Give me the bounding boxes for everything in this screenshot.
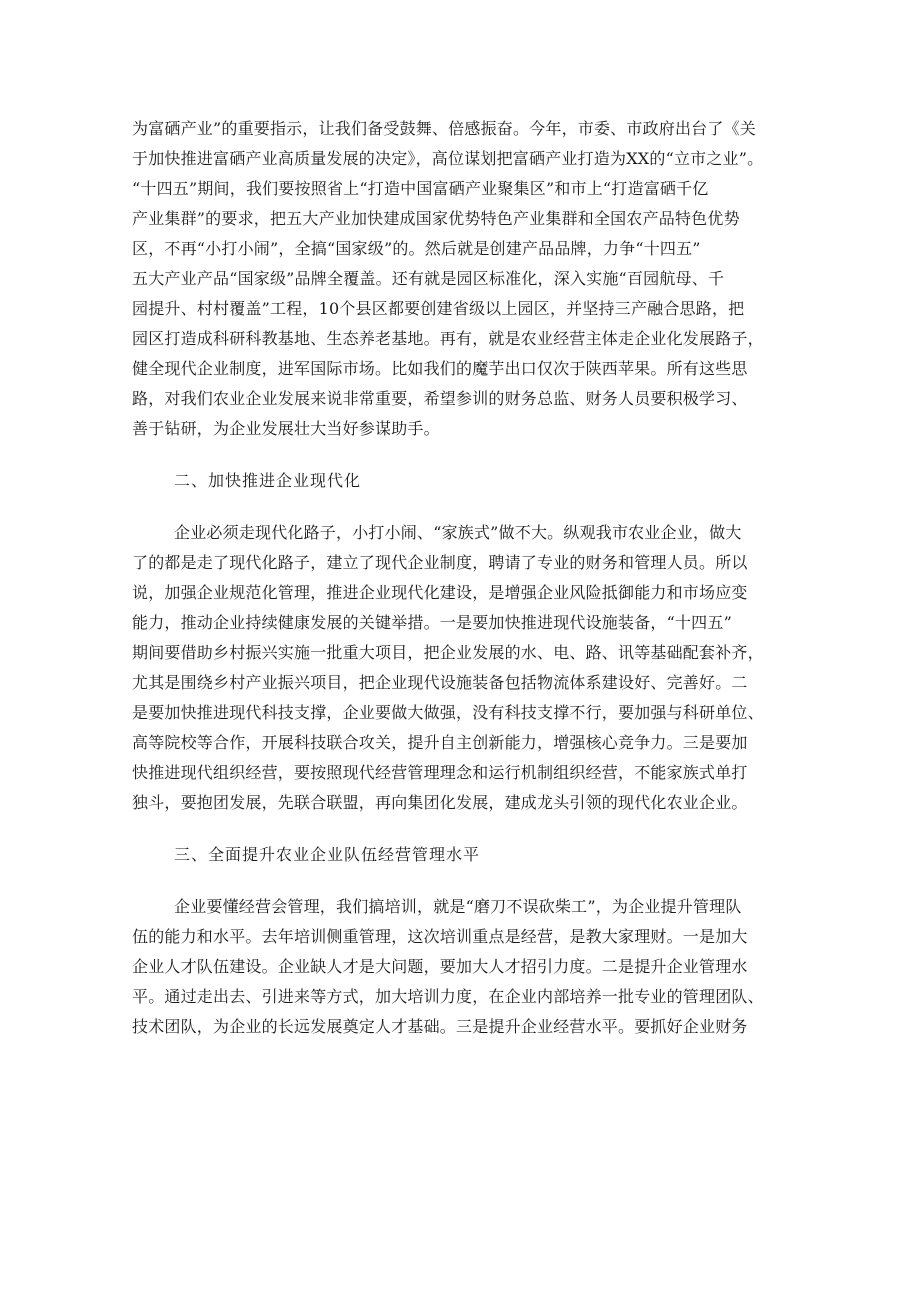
text-line: 于加快推进富硒产业高质量发展的决定》，高位谋划把富硒产业打造为XX的“立市之业”。: [132, 149, 764, 168]
text-line: 尤其是围绕乡村产业振兴项目，把企业现代设施装备包括物流体系建设好、完善好。二: [132, 673, 748, 692]
spacer: [132, 818, 804, 840]
text-line: 园提升、村村覆盖”工程，10个县区都要创建省级以上园区，并坚持三产融合思路，把: [132, 299, 745, 318]
text-line: 期间要借助乡村振兴实施一批重大项目，把企业发展的水、电、路、讯等基础配套补齐，: [132, 643, 764, 662]
text-line: 区，不再“小打小闹”，全搞“国家级”的。然后就是创建产品品牌，力争“十四五”: [132, 239, 701, 258]
text-line: 是要加快推进现代科技支撑，企业要做大做强，没有科技支撑不行，要加强与科研单位、: [132, 703, 764, 722]
spacer: [132, 496, 804, 518]
text-line: 了的都是走了现代化路子，建立了现代企业制度，聘请了专业的财务和管理人员。所以: [132, 553, 748, 572]
text-line: 善于钻研，为企业发展壮大当好参谋助手。: [132, 419, 440, 438]
text-line: 企业必须走现代化路子，小打小闹、“家族式”做不大。纵观我市农业企业，做大: [174, 523, 742, 542]
text-line: 企业要懂经营会管理，我们搞培训，就是“磨刀不误砍柴工”，为企业提升管理队: [174, 897, 742, 916]
spacer: [132, 444, 804, 466]
section-heading-3: 三、全面提升农业企业队伍经营管理水平: [174, 845, 481, 864]
paragraph-2: [132, 518, 804, 818]
paragraph-1: [132, 114, 804, 444]
text-line: 独斗，要抱团发展，先联合联盟，再向集团化发展，建成龙头引领的现代化农业企业。: [132, 793, 748, 812]
text-line: 平。通过走出去、引进来等方式，加大培训力度，在企业内部培养一批专业的管理团队、: [132, 987, 764, 1006]
text-line: 技术团队，为企业的长远发展奠定人才基础。三是提升企业经营水平。要抓好企业财务: [132, 1017, 748, 1036]
text-line: 产业集群”的要求，把五大产业加快建成国家优势特色产业集群和全国农产品特色优势: [132, 209, 740, 228]
text-line: 健全现代企业制度，进军国际市场。比如我们的魔芋出口仅次于陕西苹果。所有这些思: [132, 359, 748, 378]
text-line: 伍的能力和水平。去年培训侧重管理，这次培训重点是经营，是教大家理财。一是加大: [132, 927, 748, 946]
document-body: [132, 114, 804, 1042]
paragraph-3: [132, 892, 804, 1042]
text-line: 说，加强企业规范化管理，推进企业现代化建设，是增强企业风险抵御能力和市场应变: [132, 583, 748, 602]
text-line: 园区打造成科研科教基地、生态养老基地。再有，就是农业经营主体走企业化发展路子，: [132, 329, 764, 348]
text-line: 高等院校等合作，开展科技联合攻关，提升自主创新能力，增强核心竞争力。三是要加: [132, 733, 748, 752]
spacer: [132, 870, 804, 892]
text-line: “十四五”期间，我们要按照省上“打造中国富硒产业聚集区”和市上“打造富硒千亿: [132, 179, 709, 198]
text-line: 路，对我们农业企业发展来说非常重要，希望参训的财务总监、财务人员要积极学习、: [132, 389, 748, 408]
text-line: 能力，推动企业持续健康发展的关键举措。一是要加快推进现代设施装备，“十四五”: [132, 613, 732, 632]
section-heading-2: 二、加快推进企业现代化: [174, 471, 362, 490]
text-line: 企业人才队伍建设。企业缺人才是大问题，要加大人才招引力度。二是提升企业管理水: [132, 957, 748, 976]
text-line: 为富硒产业”的重要指示，让我们备受鼓舞、倍感振奋。今年，市委、市政府出台了《关: [132, 119, 756, 138]
text-line: 快推进现代组织经营，要按照现代经营管理理念和运行机制组织经营，不能家族式单打: [132, 763, 748, 782]
text-line: 五大产业产品“国家级”品牌全覆盖。还有就是园区标准化，深入实施“百园航母、千: [132, 269, 725, 288]
